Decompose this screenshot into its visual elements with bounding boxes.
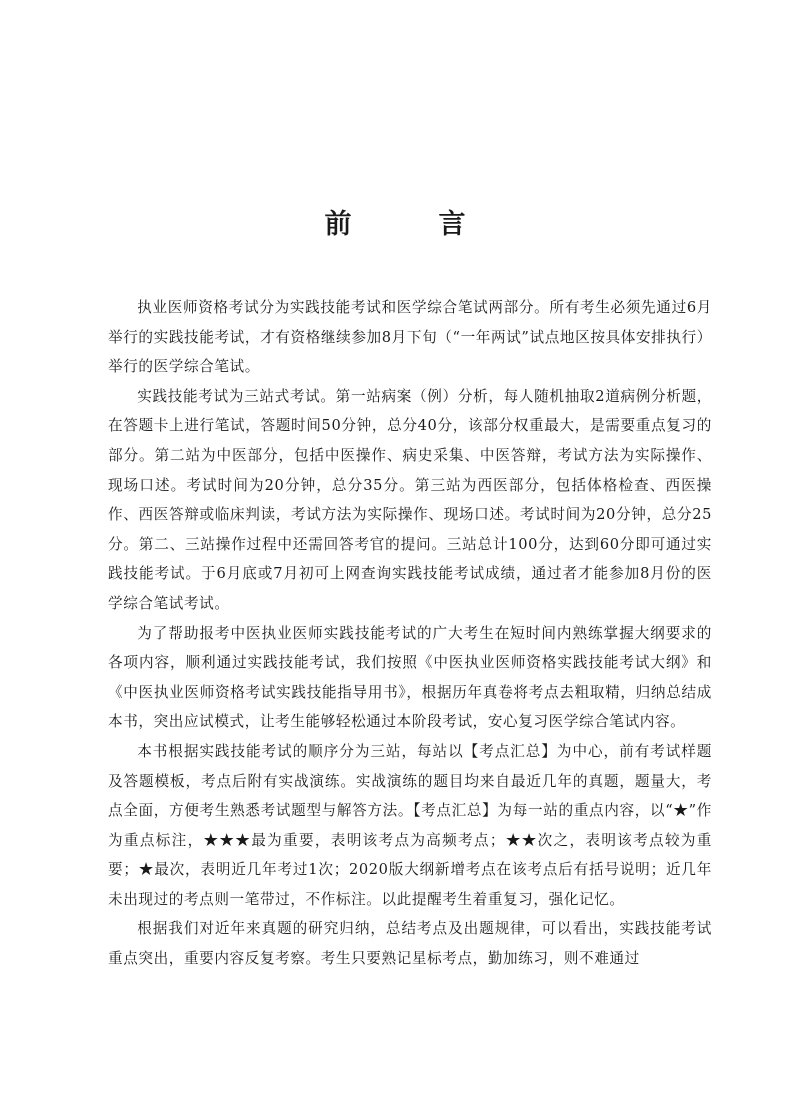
paragraph-1: 执业医师资格考试分为实践技能考试和医学综合笔试两部分。所有考生必须先通过6月举行的实践技能考试，才有资格继续参加8月下旬（“一年两试”试点地区按具体安排执行）举行的医学综合笔试。 [108,299,712,376]
paragraph-5: 根据我们对近年来真题的研究归纳，总结考点及出题规律，可以看出，实践技能考试重点突出，重要内容反复考察。考生只要熟记星标考点，勤加练习，则不难通过 [108,920,712,968]
document-body [108,293,712,974]
paragraph-3: 为了帮助报考中医执业医师实践技能考试的广大考生在短时间内熟练掌握大纲要求的各项内容，顺利通过实践技能考试，我们按照《中医执业医师资格实践技能考试大纲》和《中医执业医师资格考试实践技能指导用书》，根据历年真卷将考点去粗取精，归纳总结成本书，突出应试模式，让考生能够轻松通过本阶段考试，安心复习医学综合笔试内容。 [108,624,712,731]
paragraph-2: 实践技能考试为三站式考试。第一站病案（例）分析，每人随机抽取2道病例分析题，在答题卡上进行笔试，答题时间50分钟，总分40分，该部分权重最大，是需要重点复习的部分。第二站为中医部分，包括中医操作、病史采集、中医答辩，考试方法为实际操作、现场口述。考试时间为20分钟，总分35分。第三站为西医部分，包括体格检查、西医操作、西医答辩或临床判读，考试方法为实际操作、现场口述。考试时间为20分钟，总分25分。第二、三站操作过程中还需回答考官的提问。三站总计100分，达到60分即可通过实践技能考试。于6月底或7月初可上网查询实践技能考试成绩，通过者才能参加8月份的医学综合笔试考试。 [108,387,712,612]
paragraph-4: 本书根据实践技能考试的顺序分为三站，每站以【考点汇总】为中心，前有考试样题及答题模板，考点后附有实战演练。实战演练的题目均来自最近几年的真题，题量大，考点全面，方便考生熟悉考试题型与解答方法。【考点汇总】为每一站的重点内容，以“★”作为重点标注，★★★最为重要，表明该考点为高频考点；★★次之，表明该考点较为重要；★最次，表明近几年考过1次；2020版大纲新增考点在该考点后有括号说明；近几年未出现过的考点则一笔带过，不作标注。以此提醒考生着重复习，强化记忆。 [108,742,712,908]
page-title: 前 言 [324,209,496,240]
